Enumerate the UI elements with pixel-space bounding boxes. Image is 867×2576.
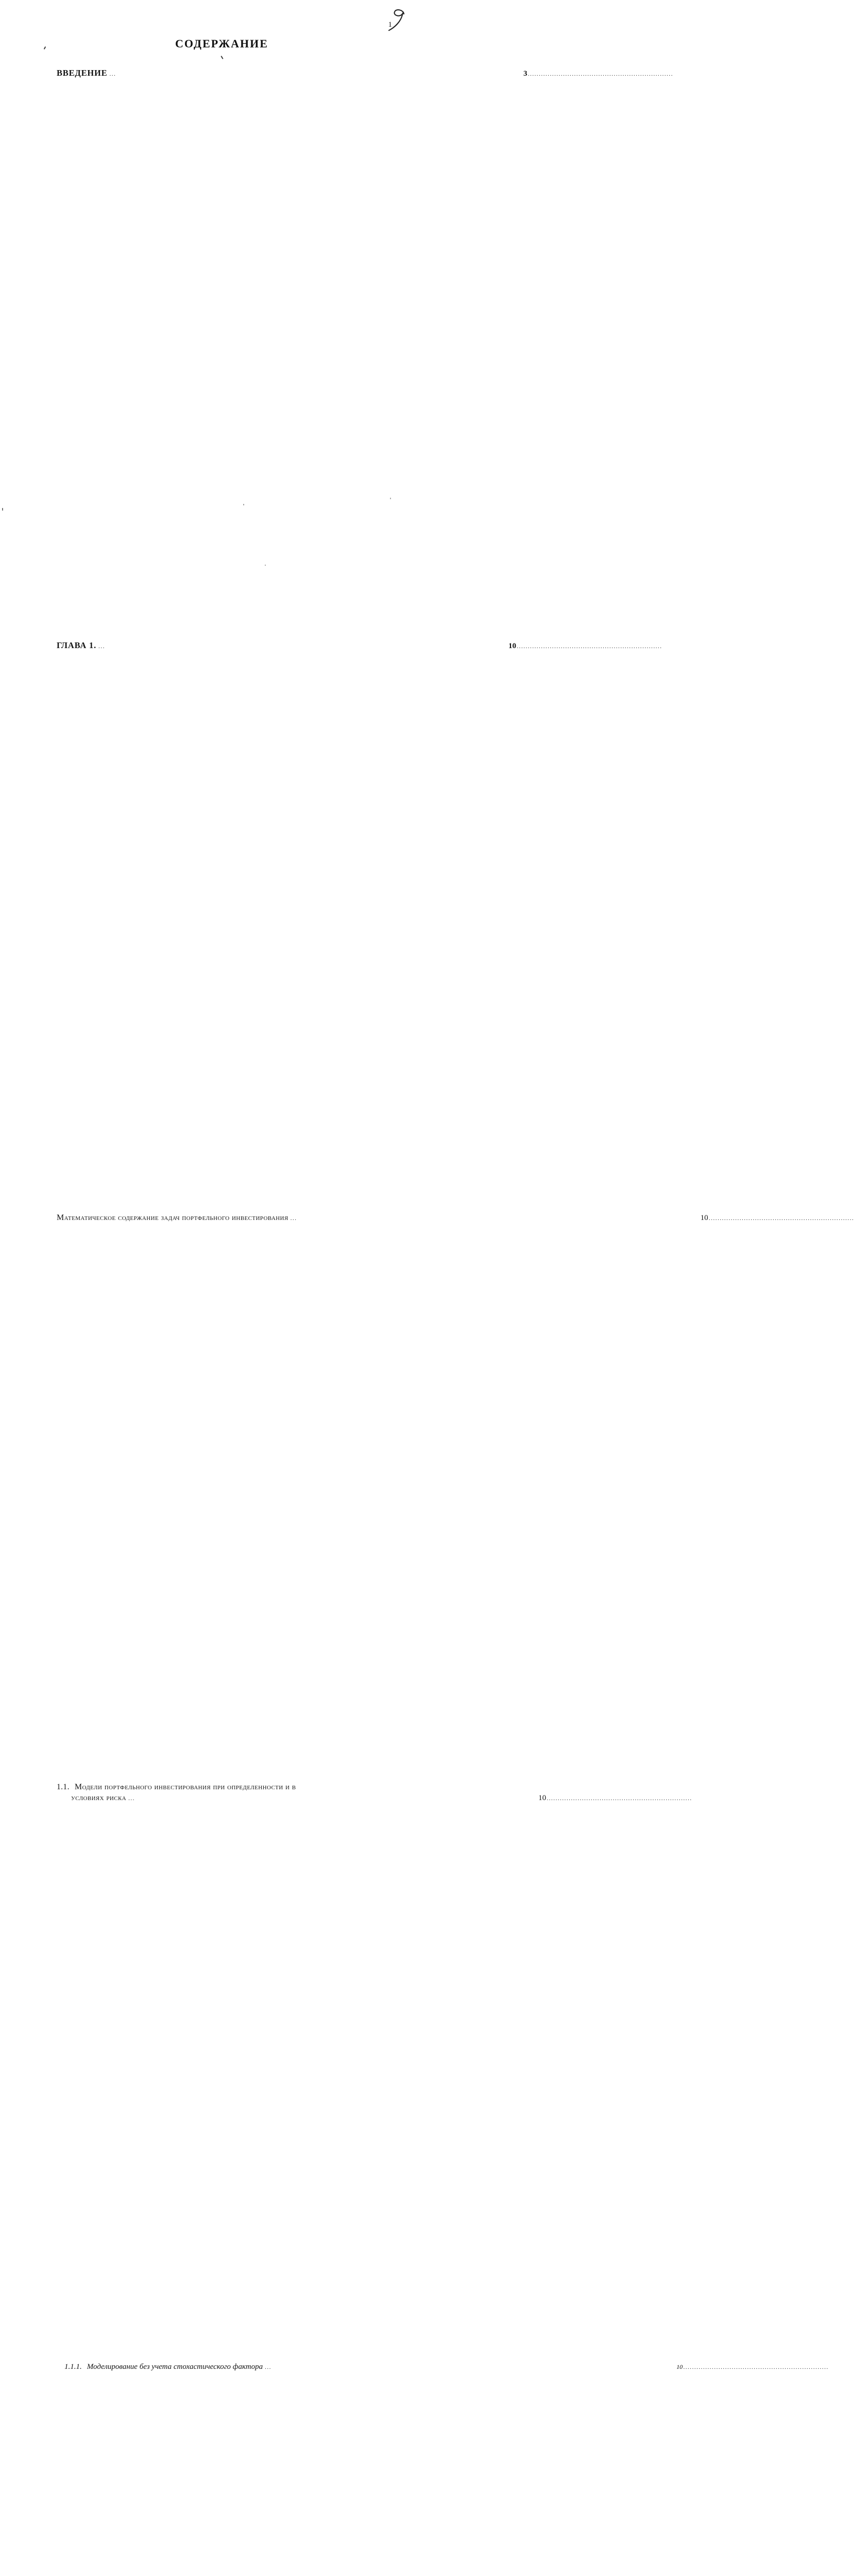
toc-entry-line <box>57 1212 708 1782</box>
toc-entry <box>57 67 528 637</box>
entry-text: условиях риска <box>71 1793 127 1803</box>
toc-entry <box>57 1212 708 1782</box>
dot-leader <box>98 640 104 652</box>
entry-page-number: 10 <box>134 1793 546 2362</box>
page-title: СОДЕРЖАНИЕ <box>175 37 268 50</box>
entry-text: Моделирование без учета стохастического фактора <box>87 2363 263 2371</box>
toc-list <box>57 65 708 2576</box>
entry-text: ГЛАВА 1. <box>57 640 97 650</box>
scan-speck <box>243 504 244 505</box>
toc-entry <box>57 1782 547 2362</box>
toc-entry <box>64 2362 683 2576</box>
dot-leader <box>128 1792 133 1804</box>
entry-number: 1.1. <box>57 1783 70 1791</box>
scan-speck <box>2 508 3 511</box>
entry-text: Математическое содержание задач портфельного инвестирования <box>57 1213 288 1222</box>
toc-entry <box>57 640 517 1210</box>
entry-page-number: 10 <box>271 2362 683 2576</box>
toc-entry-line <box>64 2362 683 2576</box>
toc-entry-line <box>57 1792 547 2362</box>
entry-text: ВВЕДЕНИЕ <box>57 68 108 78</box>
scan-speck <box>265 565 266 566</box>
scan-speck <box>390 498 391 499</box>
dot-leader <box>291 1212 296 1224</box>
entry-page-number: 10 <box>105 641 516 1210</box>
toc-entry-line <box>57 1782 396 1792</box>
dot-leader <box>109 67 114 80</box>
entry-number: 1.1.1. <box>64 2363 82 2371</box>
scan-speck <box>220 56 223 59</box>
entry-text: Модели портфельного инвестирования при определенности и в <box>74 1783 296 1791</box>
toc-entry-line <box>57 67 528 637</box>
toc-entry-line <box>57 640 517 1210</box>
dot-leader <box>265 2362 270 2373</box>
handwritten-mark-icon <box>387 7 410 35</box>
entry-page-number: 3 <box>115 69 527 637</box>
entry-page-number: 10 <box>297 1213 708 1782</box>
corner-page-number: 1 <box>388 21 392 29</box>
